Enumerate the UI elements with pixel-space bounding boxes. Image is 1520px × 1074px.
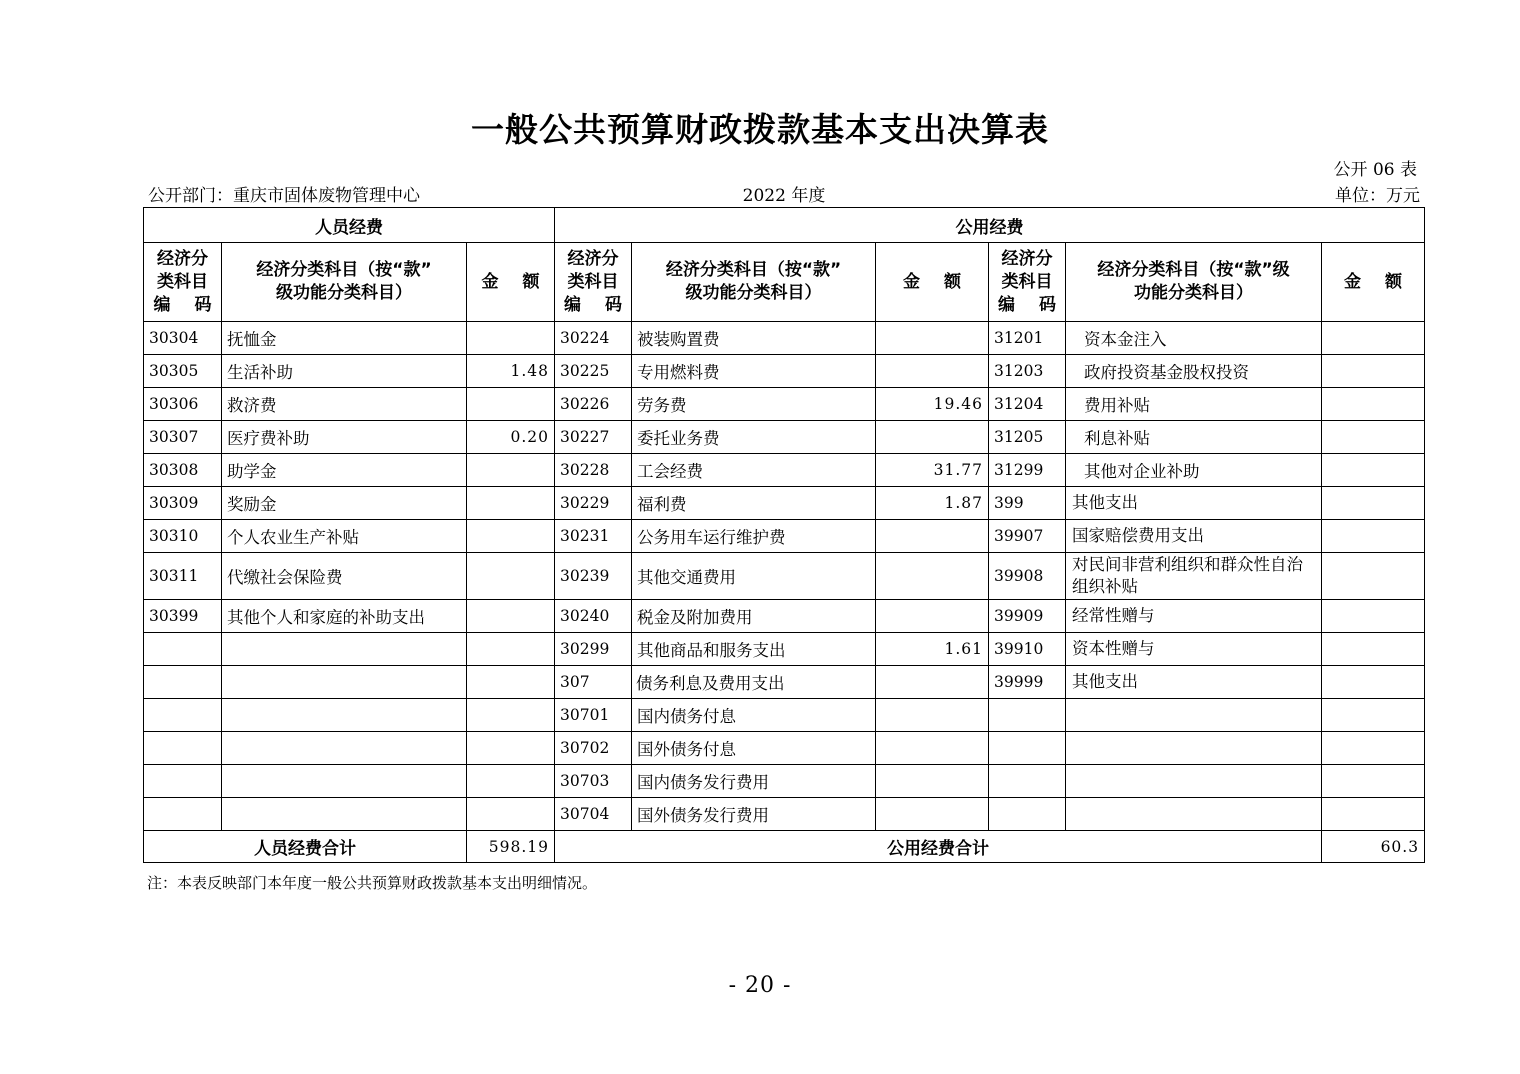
econ-code-cell: 31204	[989, 388, 1066, 421]
amount-cell	[1322, 421, 1425, 454]
econ-code-cell: 30239	[555, 553, 632, 600]
personnel-total-value: 598.19	[467, 831, 555, 863]
item-name-cell: 国内债务发行费用	[632, 765, 876, 798]
amount-cell	[1322, 666, 1425, 699]
item-name-cell: 资本性赠与	[1066, 633, 1322, 666]
amount-cell	[1322, 520, 1425, 553]
econ-code-cell	[989, 798, 1066, 831]
group-header-row	[144, 208, 1425, 243]
table-row	[144, 798, 1425, 831]
amount-cell	[1322, 553, 1425, 600]
table-row	[144, 454, 1425, 487]
amount-cell	[876, 798, 989, 831]
table-row	[144, 487, 1425, 520]
econ-code-cell: 30399	[144, 600, 222, 633]
amount-cell	[1322, 732, 1425, 765]
group-public: 公用经费	[555, 208, 1425, 243]
econ-code-cell: 31203	[989, 355, 1066, 388]
econ-code-cell: 31299	[989, 454, 1066, 487]
header-amount: 金 额	[1322, 243, 1425, 322]
table-row	[144, 553, 1425, 600]
item-name-cell: 国内债务付息	[632, 699, 876, 732]
item-name-cell: 其他交通费用	[632, 553, 876, 600]
econ-code-cell: 307	[555, 666, 632, 699]
item-name-cell: 国外债务发行费用	[632, 798, 876, 831]
amount-cell	[467, 487, 555, 520]
item-name-cell	[1066, 798, 1322, 831]
totals-row	[144, 831, 1425, 863]
item-name-cell: 专用燃料费	[632, 355, 876, 388]
econ-code-cell: 39907	[989, 520, 1066, 553]
item-name-cell	[1066, 732, 1322, 765]
econ-code-cell: 39908	[989, 553, 1066, 600]
header-name: 经济分类科目（按“款” 级功能分类科目）	[222, 243, 467, 322]
amount-cell	[1322, 600, 1425, 633]
amount-cell	[1322, 487, 1425, 520]
econ-code-cell: 30224	[555, 322, 632, 355]
table-row	[144, 666, 1425, 699]
econ-code-cell: 30703	[555, 765, 632, 798]
footnote: 注：本表反映部门本年度一般公共预算财政拨款基本支出明细情况。	[147, 874, 598, 892]
econ-code-cell: 30306	[144, 388, 222, 421]
group-personnel: 人员经费	[144, 208, 555, 243]
item-name-cell: 其他个人和家庭的补助支出	[222, 600, 467, 633]
public-total-value: 60.3	[1322, 831, 1425, 863]
econ-code-cell: 31201	[989, 322, 1066, 355]
item-name-cell: 税金及附加费用	[632, 600, 876, 633]
column-header-row	[144, 243, 1425, 322]
econ-code-cell	[144, 732, 222, 765]
amount-cell	[1322, 765, 1425, 798]
report-meta	[148, 181, 1420, 205]
econ-code-cell: 30228	[555, 454, 632, 487]
amount-cell: 0.20	[467, 421, 555, 454]
amount-cell: 31.77	[876, 454, 989, 487]
item-name-cell: 抚恤金	[222, 322, 467, 355]
amount-cell	[1322, 798, 1425, 831]
amount-cell	[467, 388, 555, 421]
amount-cell	[467, 520, 555, 553]
amount-cell	[467, 765, 555, 798]
item-name-cell: 对民间非营利组织和群众性自治组织补贴	[1066, 553, 1322, 600]
item-name-cell: 福利费	[632, 487, 876, 520]
item-name-cell: 生活补助	[222, 355, 467, 388]
econ-code-cell: 30305	[144, 355, 222, 388]
econ-code-cell: 30227	[555, 421, 632, 454]
amount-cell	[1322, 633, 1425, 666]
amount-cell	[467, 732, 555, 765]
item-name-cell: 代缴社会保险费	[222, 553, 467, 600]
econ-code-cell: 30309	[144, 487, 222, 520]
amount-cell	[1322, 454, 1425, 487]
header-amount: 金 额	[876, 243, 989, 322]
amount-cell	[876, 520, 989, 553]
econ-code-cell: 30308	[144, 454, 222, 487]
header-name: 经济分类科目（按“款” 级功能分类科目）	[632, 243, 876, 322]
item-name-cell: 其他商品和服务支出	[632, 633, 876, 666]
amount-cell	[876, 421, 989, 454]
amount-cell	[876, 600, 989, 633]
item-name-cell: 利息补贴	[1066, 421, 1322, 454]
econ-code-cell: 39999	[989, 666, 1066, 699]
table-row	[144, 388, 1425, 421]
item-name-cell	[222, 633, 467, 666]
econ-code-cell	[144, 798, 222, 831]
item-name-cell	[222, 765, 467, 798]
amount-cell	[1322, 322, 1425, 355]
item-name-cell: 经常性赠与	[1066, 600, 1322, 633]
amount-cell	[876, 666, 989, 699]
item-name-cell: 其他支出	[1066, 666, 1322, 699]
econ-code-cell	[144, 699, 222, 732]
econ-code-cell: 30226	[555, 388, 632, 421]
page-number: - 20 -	[728, 973, 792, 998]
item-name-cell	[1066, 699, 1322, 732]
econ-code-cell: 30225	[555, 355, 632, 388]
econ-code-cell: 399	[989, 487, 1066, 520]
amount-cell	[467, 553, 555, 600]
amount-cell	[876, 355, 989, 388]
econ-code-cell: 30701	[555, 699, 632, 732]
item-name-cell: 国家赔偿费用支出	[1066, 520, 1322, 553]
amount-cell: 1.48	[467, 355, 555, 388]
amount-cell: 19.46	[876, 388, 989, 421]
amount-cell	[467, 666, 555, 699]
table-row	[144, 633, 1425, 666]
header-code: 经济分 类科目 编 码	[989, 243, 1066, 322]
econ-code-cell	[989, 765, 1066, 798]
table-row	[144, 520, 1425, 553]
amount-cell	[876, 699, 989, 732]
item-name-cell: 劳务费	[632, 388, 876, 421]
item-name-cell: 其他支出	[1066, 487, 1322, 520]
expenditure-table	[143, 207, 1425, 863]
item-name-cell: 工会经费	[632, 454, 876, 487]
item-name-cell: 助学金	[222, 454, 467, 487]
item-name-cell: 医疗费补助	[222, 421, 467, 454]
amount-cell	[1322, 388, 1425, 421]
econ-code-cell: 30299	[555, 633, 632, 666]
item-name-cell: 公务用车运行维护费	[632, 520, 876, 553]
item-name-cell	[222, 699, 467, 732]
econ-code-cell: 30307	[144, 421, 222, 454]
econ-code-cell: 30702	[555, 732, 632, 765]
item-name-cell: 救济费	[222, 388, 467, 421]
item-name-cell: 费用补贴	[1066, 388, 1322, 421]
table-row	[144, 421, 1425, 454]
amount-cell: 1.87	[876, 487, 989, 520]
page-title: 一般公共预算财政拨款基本支出决算表	[471, 110, 1049, 149]
item-name-cell: 委托业务费	[632, 421, 876, 454]
econ-code-cell: 39910	[989, 633, 1066, 666]
amount-cell	[467, 699, 555, 732]
econ-code-cell: 31205	[989, 421, 1066, 454]
personnel-total-label: 人员经费合计	[144, 831, 467, 863]
item-name-cell: 个人农业生产补贴	[222, 520, 467, 553]
econ-code-cell: 30310	[144, 520, 222, 553]
header-code: 经济分 类科目 编 码	[555, 243, 632, 322]
item-name-cell: 债务利息及费用支出	[632, 666, 876, 699]
amount-cell	[876, 732, 989, 765]
table-row	[144, 355, 1425, 388]
item-name-cell: 被装购置费	[632, 322, 876, 355]
public-total-label: 公用经费合计	[555, 831, 1322, 863]
item-name-cell: 资本金注入	[1066, 322, 1322, 355]
amount-cell	[467, 798, 555, 831]
amount-cell	[876, 765, 989, 798]
amount-cell	[467, 454, 555, 487]
table-row	[144, 732, 1425, 765]
amount-cell	[1322, 355, 1425, 388]
table-row	[144, 699, 1425, 732]
econ-code-cell: 30231	[555, 520, 632, 553]
table-row	[144, 600, 1425, 633]
item-name-cell	[222, 798, 467, 831]
amount-cell	[876, 322, 989, 355]
unit-label: 单位：万元	[1335, 186, 1420, 206]
econ-code-cell: 39909	[989, 600, 1066, 633]
econ-code-cell	[144, 666, 222, 699]
table-row	[144, 322, 1425, 355]
amount-cell	[467, 633, 555, 666]
table-row	[144, 765, 1425, 798]
econ-code-cell	[989, 699, 1066, 732]
item-name-cell: 国外债务付息	[632, 732, 876, 765]
department-label: 公开部门：重庆市固体废物管理中心	[148, 186, 420, 206]
item-name-cell: 奖励金	[222, 487, 467, 520]
econ-code-cell	[989, 732, 1066, 765]
item-name-cell	[1066, 765, 1322, 798]
item-name-cell	[222, 666, 467, 699]
amount-cell	[467, 600, 555, 633]
table-number: 公开 06 表	[1333, 160, 1417, 180]
econ-code-cell	[144, 765, 222, 798]
item-name-cell: 政府投资基金股权投资	[1066, 355, 1322, 388]
fiscal-year: 2022 年度	[742, 186, 826, 206]
header-amount: 金 额	[467, 243, 555, 322]
amount-cell: 1.61	[876, 633, 989, 666]
econ-code-cell: 30304	[144, 322, 222, 355]
amount-cell	[467, 322, 555, 355]
amount-cell	[1322, 699, 1425, 732]
econ-code-cell: 30311	[144, 553, 222, 600]
header-name: 经济分类科目（按“款”级 功能分类科目）	[1066, 243, 1322, 322]
econ-code-cell: 30704	[555, 798, 632, 831]
header-code: 经济分 类科目 编 码	[144, 243, 222, 322]
item-name-cell: 其他对企业补助	[1066, 454, 1322, 487]
amount-cell	[876, 553, 989, 600]
econ-code-cell: 30240	[555, 600, 632, 633]
item-name-cell	[222, 732, 467, 765]
econ-code-cell	[144, 633, 222, 666]
econ-code-cell: 30229	[555, 487, 632, 520]
